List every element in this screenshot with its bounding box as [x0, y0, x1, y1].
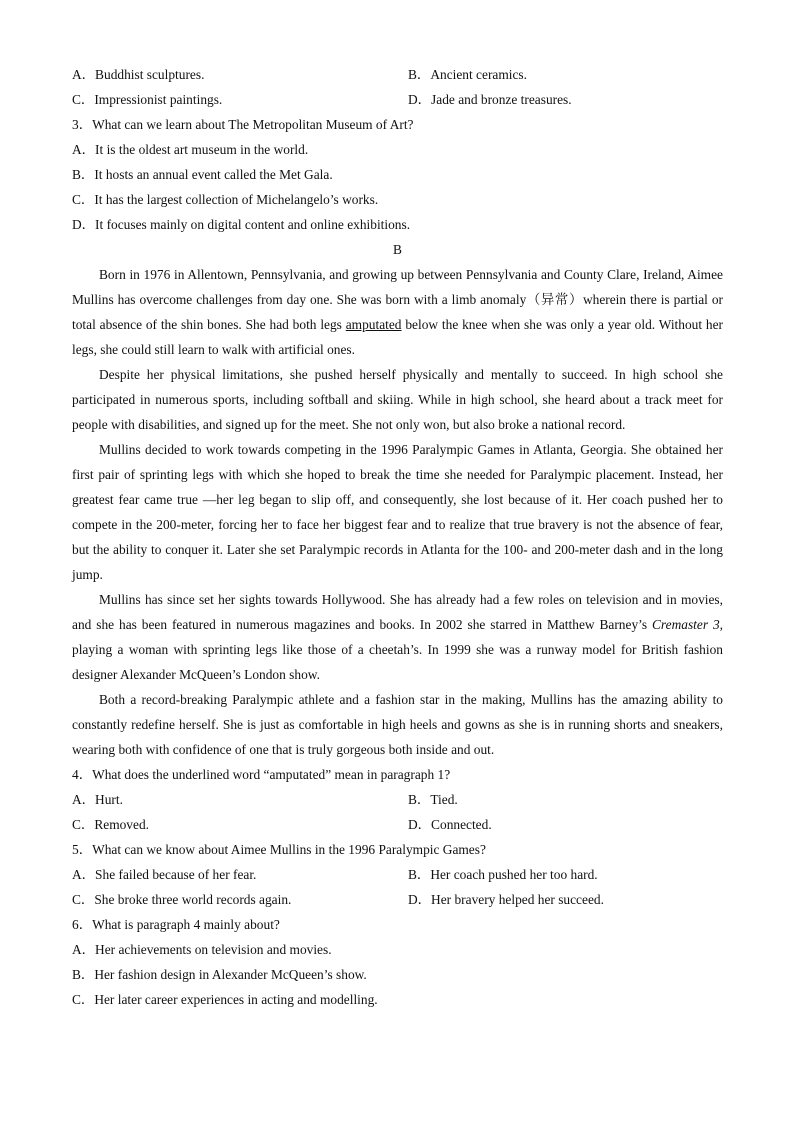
q5-stem: 5．What can we know about Aimee Mullins in the 1996 Paralympic Games?: [72, 842, 486, 857]
q6-option-b: B．Her fashion design in Alexander McQueen’s show.: [72, 967, 367, 982]
q4-options-row-1: [72, 787, 723, 812]
q3-option-d: D．It focuses mainly on digital content and online exhibitions.: [72, 217, 411, 232]
paragraph-4-text-a: Mullins has since set her sights towards Hollywood. She has already had a few roles on television and in movies, and she has been featured in numerous magazines and books. In 2002 she starred in Matthew Barney’s: [72, 592, 723, 632]
q6-option-a: A．Her achievements on television and movies.: [72, 942, 332, 957]
q4-stem: 4．What does the underlined word “amputated” mean in paragraph 1?: [72, 767, 451, 782]
exam-page: [72, 62, 723, 1012]
q3-stem: 3．What can we learn about The Metropolitan Museum of Art?: [72, 117, 414, 132]
underlined-word: amputated: [345, 317, 402, 332]
q4-option-d: D．Connected.: [408, 817, 492, 832]
passage-paragraph-3: Mullins decided to work towards competing in the 1996 Paralympic Games in Atlanta, Georgia. She obtained her first pair of sprinting legs with which she hoped to break the time she needed for Paralympic placement. Instead, her greatest fear came true —her leg began to slip off, and consequently, she lost because of it. Her coach pushed her to compete in the 200-meter, forcing her to face her biggest fear and to realize that true bravery is not the absence of fear, but the ability to conquer it. Later she set Paralympic records in Atlanta for the 100- and 200-meter dash and in the long jump.: [72, 442, 723, 582]
q5-option-a: A．She failed because of her fear.: [72, 867, 257, 882]
passage-paragraph-1: [72, 262, 723, 362]
passage-paragraph-5: Both a record-breaking Paralympic athlete and a fashion star in the making, Mullins has the amazing ability to constantly redefine herself. She is just as comfortable in high heels and gowns as she is in running shorts and sneakers, wearing both with confidence of one that is truly gorgeous both inside and out.: [72, 692, 723, 757]
italic-title: Cremaster 3,: [652, 617, 723, 632]
q4-options-row-2: [72, 812, 723, 837]
q4-option-b: B．Tied.: [408, 792, 458, 807]
q5-options-row-2: [72, 887, 723, 912]
paragraph-1-text-a: Born in 1976 in Allentown, Pennsylvania, and growing up between Pennsylvania and County Clare, Ireland, Aimee Mullins has overcome challenges from day one. She was born with a limb anomaly（异常）wherein there is partial or total absence of the shin bones. She had both legs: [72, 267, 723, 332]
q2-options-row-1: [72, 62, 723, 87]
q5-option-c: C．She broke three world records again.: [72, 892, 292, 907]
q5-options-row-1: [72, 862, 723, 887]
q2-options-row-2: [72, 87, 723, 112]
q4-option-a: A．Hurt.: [72, 792, 123, 807]
passage-paragraph-2: Despite her physical limitations, she pushed herself physically and mentally to succeed. In high school she participated in numerous sports, including softball and skiing. While in high school, she heard about a track meet for people with disabilities, and signed up for the meet. She not only won, but also broke a national record.: [72, 367, 723, 432]
q2-option-a: A．Buddhist sculptures.: [72, 67, 205, 82]
q3-option-b: B．It hosts an annual event called the Met Gala.: [72, 167, 333, 182]
q6-stem: 6．What is paragraph 4 mainly about?: [72, 917, 280, 932]
passage-paragraph-4: [72, 587, 723, 687]
q4-option-c: C．Removed.: [72, 817, 149, 832]
q2-option-c: C．Impressionist paintings.: [72, 92, 223, 107]
q5-option-b: B．Her coach pushed her too hard.: [408, 867, 598, 882]
q3-option-a: A．It is the oldest art museum in the world.: [72, 142, 309, 157]
q5-option-d: D．Her bravery helped her succeed.: [408, 892, 604, 907]
q6-option-c: C．Her later career experiences in acting and modelling.: [72, 992, 378, 1007]
q3-option-c: C．It has the largest collection of Michelangelo’s works.: [72, 192, 379, 207]
q2-option-b: B．Ancient ceramics.: [408, 67, 527, 82]
section-b-heading: B: [393, 242, 402, 257]
q2-option-d: D．Jade and bronze treasures.: [408, 92, 572, 107]
paragraph-1-text-b: below the knee when she was only a year old. Without her legs, she could still learn to walk with artificial ones.: [72, 317, 724, 357]
paragraph-4-text-b: playing a woman with sprinting legs like those of a cheetah’s. In 1999 she was a runway model for British fashion designer Alexander McQueen’s London show.: [72, 642, 723, 682]
